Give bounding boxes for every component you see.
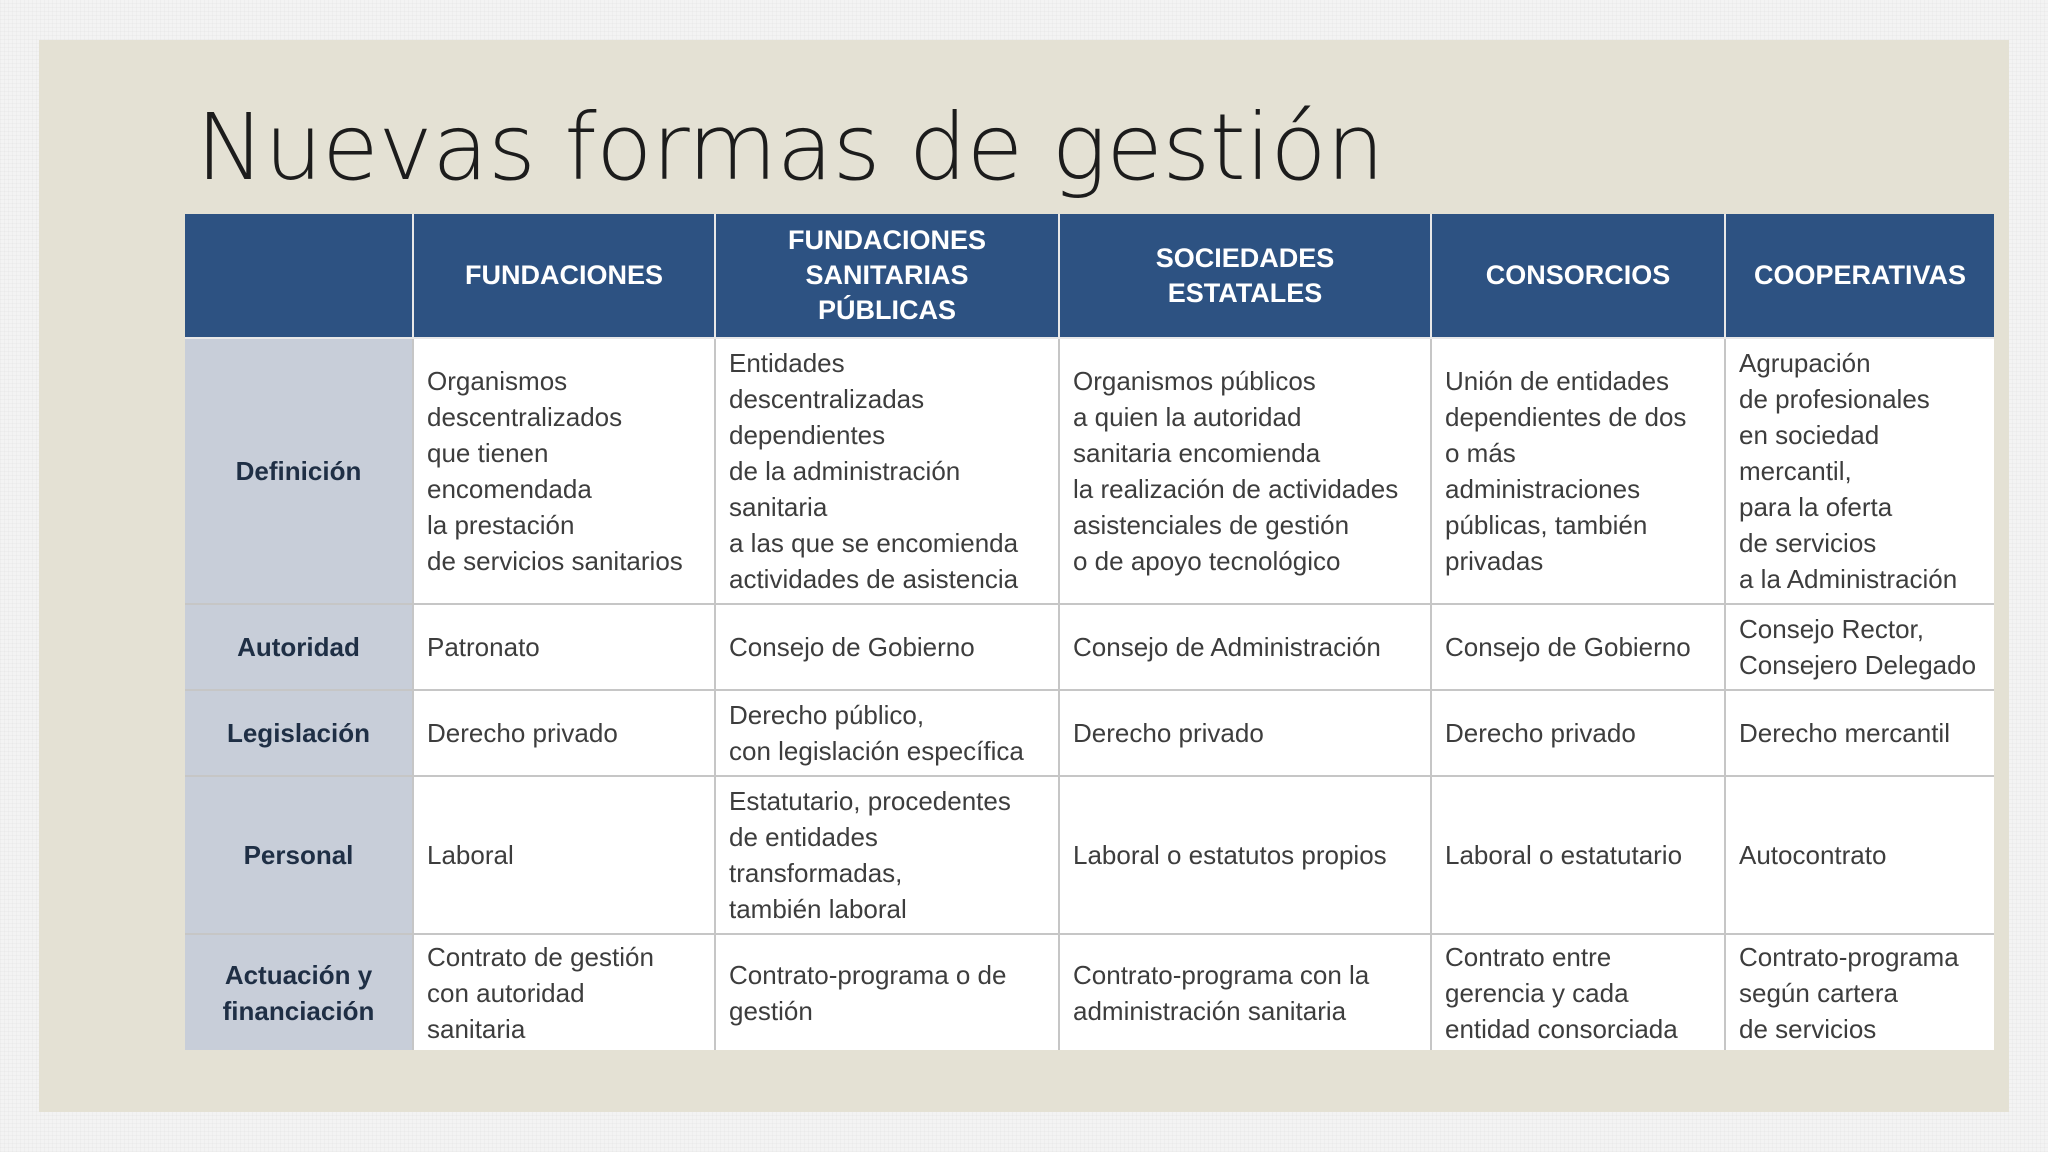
slide-title: Nuevas formas de gestión [196,94,1384,201]
column-header [715,214,1059,338]
row-label: Actuación y financiación [185,934,413,1050]
comparison-table [185,214,1994,1050]
column-header [1059,214,1431,338]
table-cell: Entidades descentralizadas dependientes de la administración sanitaria a las que se encomienda actividades de asistencia [715,338,1059,604]
row-label: Legislación [185,690,413,776]
column-header-label: COOPERATIVAS [1753,260,1967,290]
row-label: Autoridad [185,604,413,690]
table-row [185,604,1994,690]
table-cell: Contrato-programa según cartera de servicios [1725,934,1994,1050]
table-cell: Contrato-programa con la administración sanitaria [1059,934,1431,1050]
table-header-row [185,214,1994,338]
table-cell: Autocontrato [1725,776,1994,934]
table-corner-cell [185,214,413,338]
table-cell: Consejo de Gobierno [715,604,1059,690]
table-cell: Consejo de Administración [1059,604,1431,690]
table-cell: Unión de entidades dependientes de dos o más administraciones públicas, también privadas [1431,338,1725,604]
column-header [413,214,715,338]
table-cell: Patronato [413,604,715,690]
row-label: Personal [185,776,413,934]
table-cell: Derecho privado [1431,690,1725,776]
table-cell: Organismos descentralizados que tienen encomendada la prestación de servicios sanitarios [413,338,715,604]
table-cell: Laboral o estatutos propios [1059,776,1431,934]
table-row [185,776,1994,934]
table-row [185,934,1994,1050]
column-header-label: CONSORCIOS [1485,260,1671,290]
table-cell: Laboral [413,776,715,934]
table-cell: Laboral o estatutario [1431,776,1725,934]
table-cell: Consejo Rector, Consejero Delegado [1725,604,1994,690]
table-cell: Consejo de Gobierno [1431,604,1725,690]
table-cell: Contrato de gestión con autoridad sanitaria [413,934,715,1050]
table-cell: Contrato-programa o de gestión [715,934,1059,1050]
table-cell: Derecho privado [413,690,715,776]
table-row [185,690,1994,776]
table-cell: Derecho público, con legislación específica [715,690,1059,776]
table-cell: Agrupación de profesionales en sociedad mercantil, para la oferta de servicios a la Administración [1725,338,1994,604]
column-header [1431,214,1725,338]
table-cell: Estatutario, procedentes de entidades transformadas, también laboral [715,776,1059,934]
column-header-label: FUNDACIONES SANITARIAS PÚBLICAS [787,225,986,325]
table-cell: Derecho privado [1059,690,1431,776]
row-label: Definición [185,338,413,604]
column-header-label: FUNDACIONES [464,260,663,290]
column-header [1725,214,1994,338]
table-row [185,338,1994,604]
table-cell: Contrato entre gerencia y cada entidad consorciada [1431,934,1725,1050]
table-cell: Organismos públicos a quien la autoridad sanitaria encomienda la realización de actividades asistenciales de gestión o de apoyo tecnológico [1059,338,1431,604]
table-cell: Derecho mercantil [1725,690,1994,776]
column-header-label: SOCIEDADES ESTATALES [1155,242,1335,308]
